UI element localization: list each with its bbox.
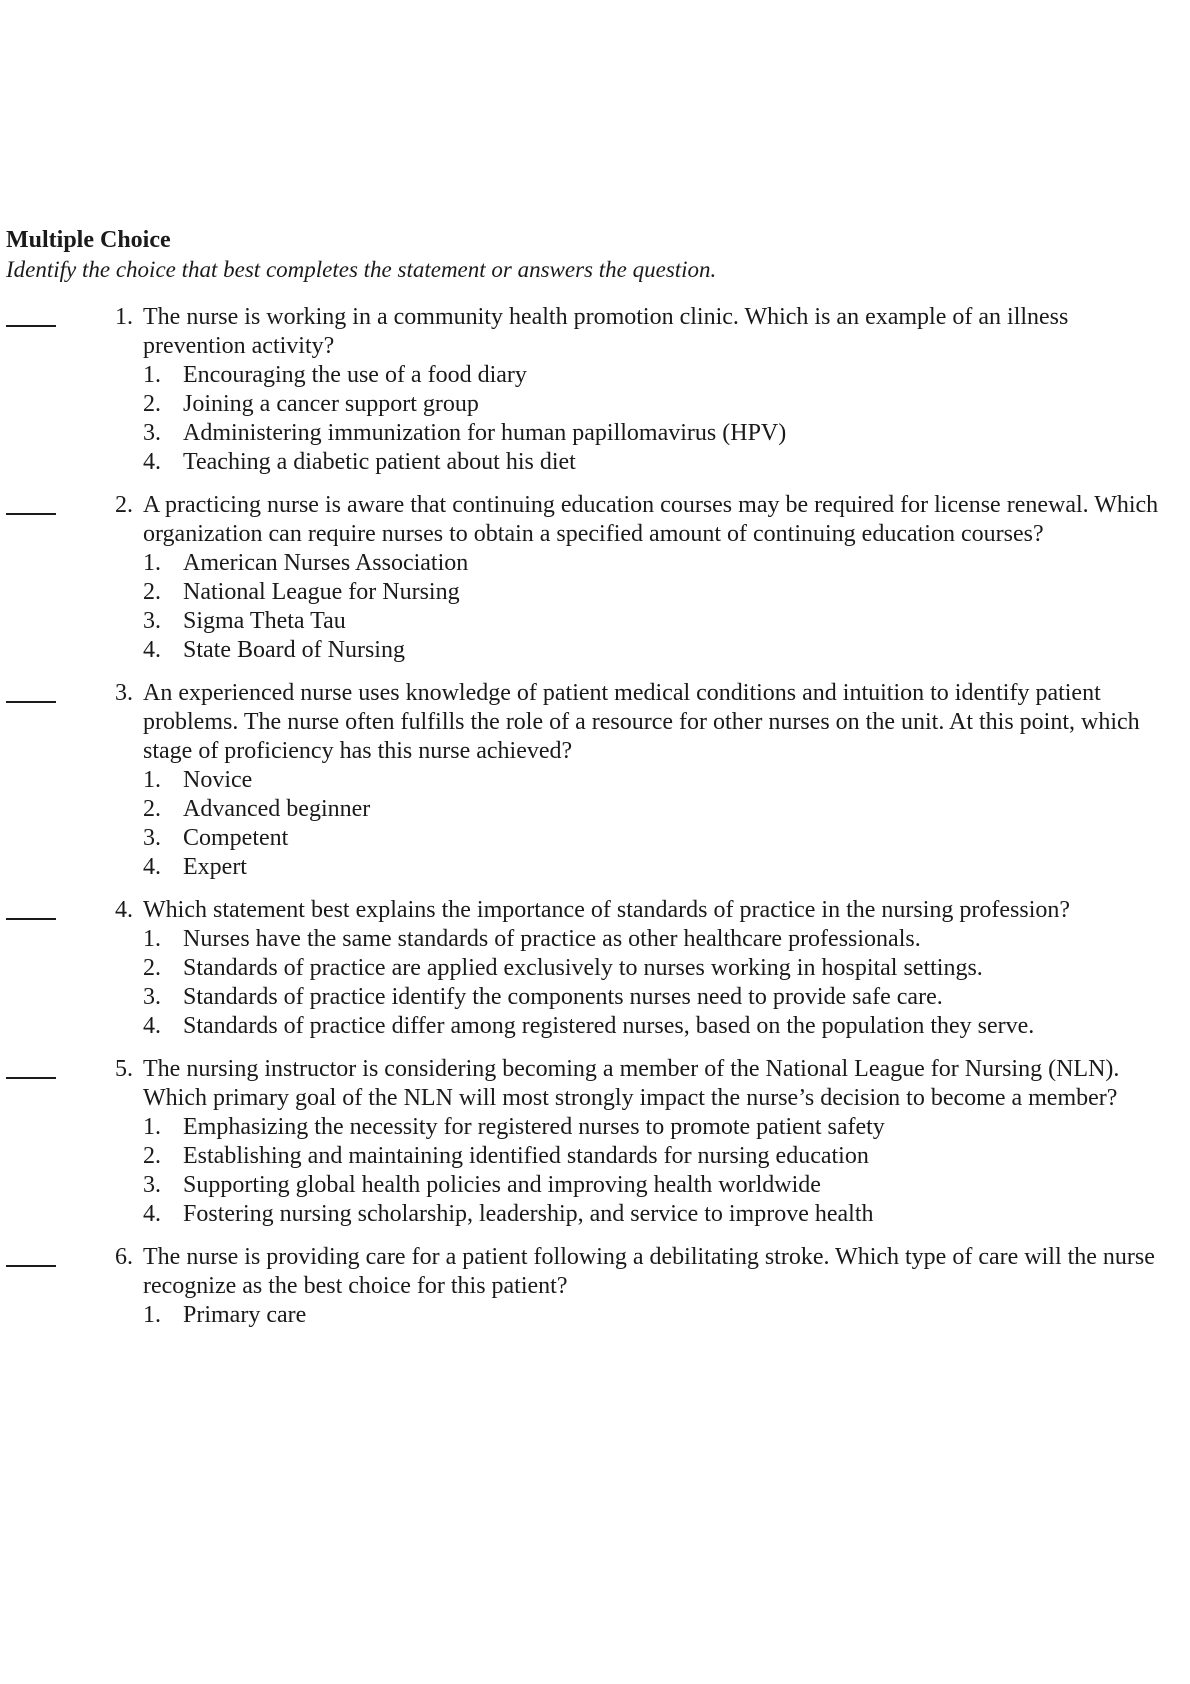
answer-option bbox=[143, 925, 1176, 954]
question-number: 6. bbox=[115, 1244, 133, 1270]
option-number: 4. bbox=[143, 1013, 161, 1039]
question-body bbox=[143, 303, 1176, 477]
answer-option bbox=[143, 549, 1176, 578]
answer-options bbox=[143, 1113, 1176, 1229]
option-number: 3. bbox=[143, 608, 161, 634]
option-text: Competent bbox=[183, 825, 289, 851]
option-number: 2. bbox=[143, 955, 161, 981]
answer-option bbox=[143, 448, 1176, 477]
option-number: 1. bbox=[143, 767, 161, 793]
question-stem: An experienced nurse uses knowledge of patient medical conditions and intuition to identify patient problems. The nurse often fulfills the role of a resource for other nurses on the unit. At this point, which stage of proficiency has this nurse achieved? bbox=[143, 680, 1140, 764]
answer-option bbox=[143, 390, 1176, 419]
question-stem: A practicing nurse is aware that continuing education courses may be required for license renewal. Which organization can require nurses to obtain a specified amount of continuing education courses? bbox=[143, 492, 1159, 547]
option-text: Supporting global health policies and improving health worldwide bbox=[183, 1172, 821, 1198]
option-text: Administering immunization for human papillomavirus (HPV) bbox=[183, 420, 787, 446]
option-number: 2. bbox=[143, 391, 161, 417]
question-stem: Which statement best explains the importance of standards of practice in the nursing profession? bbox=[143, 897, 1071, 923]
question-item bbox=[6, 491, 1176, 665]
answer-blank[interactable] bbox=[6, 311, 56, 327]
question-stem: The nurse is providing care for a patient following a debilitating stroke. Which type of care will the nurse recognize as the best choice for this patient? bbox=[143, 1244, 1155, 1299]
option-text: Nurses have the same standards of practice as other healthcare professionals. bbox=[183, 926, 921, 952]
answer-options bbox=[143, 361, 1176, 477]
answer-option bbox=[143, 1301, 1176, 1330]
option-text: Standards of practice differ among registered nurses, based on the population they serve. bbox=[183, 1013, 1035, 1039]
section-instructions: Identify the choice that best completes the statement or answers the question. bbox=[6, 257, 717, 282]
option-text: Primary care bbox=[183, 1302, 307, 1328]
answer-blank[interactable] bbox=[6, 1251, 56, 1267]
option-text: Emphasizing the necessity for registered nurses to promote patient safety bbox=[183, 1114, 885, 1140]
answer-option bbox=[143, 419, 1176, 448]
answer-options bbox=[143, 925, 1176, 1041]
option-text: National League for Nursing bbox=[183, 579, 460, 605]
multiple-choice-section bbox=[6, 225, 1176, 1344]
answer-options bbox=[143, 549, 1176, 665]
answer-option bbox=[143, 1200, 1176, 1229]
answer-option bbox=[143, 578, 1176, 607]
option-number: 4. bbox=[143, 1201, 161, 1227]
option-number: 1. bbox=[143, 1302, 161, 1328]
question-list bbox=[6, 303, 1176, 1330]
question-body bbox=[143, 896, 1176, 1041]
answer-option bbox=[143, 1171, 1176, 1200]
answer-blank[interactable] bbox=[6, 687, 56, 703]
option-number: 4. bbox=[143, 449, 161, 475]
answer-option bbox=[143, 766, 1176, 795]
question-number: 3. bbox=[115, 680, 133, 706]
question-body bbox=[143, 491, 1176, 665]
answer-options bbox=[143, 1301, 1176, 1330]
option-text: Establishing and maintaining identified standards for nursing education bbox=[183, 1143, 869, 1169]
question-body bbox=[143, 679, 1176, 882]
answer-option bbox=[143, 1142, 1176, 1171]
option-text: Expert bbox=[183, 854, 247, 880]
option-number: 1. bbox=[143, 362, 161, 388]
answer-option bbox=[143, 983, 1176, 1012]
option-text: Joining a cancer support group bbox=[183, 391, 479, 417]
option-number: 2. bbox=[143, 1143, 161, 1169]
option-number: 4. bbox=[143, 854, 161, 880]
question-item bbox=[6, 303, 1176, 477]
option-text: Standards of practice identify the components nurses need to provide safe care. bbox=[183, 984, 943, 1010]
option-text: Teaching a diabetic patient about his diet bbox=[183, 449, 576, 475]
option-number: 3. bbox=[143, 825, 161, 851]
answer-blank[interactable] bbox=[6, 1063, 56, 1079]
option-text: State Board of Nursing bbox=[183, 637, 405, 663]
question-item bbox=[6, 1055, 1176, 1229]
option-text: Fostering nursing scholarship, leadership, and service to improve health bbox=[183, 1201, 874, 1227]
option-number: 1. bbox=[143, 550, 161, 576]
question-item bbox=[6, 1243, 1176, 1330]
answer-options bbox=[143, 766, 1176, 882]
option-text: Advanced beginner bbox=[183, 796, 371, 822]
question-body bbox=[143, 1055, 1176, 1229]
question-stem: The nursing instructor is considering becoming a member of the National League for Nursing (NLN). Which primary goal of the NLN will most strongly impact the nurse’s decision to become a member? bbox=[143, 1056, 1120, 1111]
section-title: Multiple Choice bbox=[6, 227, 171, 253]
answer-option bbox=[143, 824, 1176, 853]
option-number: 3. bbox=[143, 1172, 161, 1198]
answer-option bbox=[143, 607, 1176, 636]
question-number: 2. bbox=[115, 492, 133, 518]
option-text: Standards of practice are applied exclusively to nurses working in hospital settings. bbox=[183, 955, 983, 981]
option-text: Novice bbox=[183, 767, 253, 793]
answer-option bbox=[143, 954, 1176, 983]
option-text: Sigma Theta Tau bbox=[183, 608, 346, 634]
option-number: 3. bbox=[143, 984, 161, 1010]
question-number: 5. bbox=[115, 1056, 133, 1082]
question-number: 1. bbox=[115, 304, 133, 330]
answer-option bbox=[143, 1113, 1176, 1142]
option-number: 3. bbox=[143, 420, 161, 446]
option-number: 1. bbox=[143, 1114, 161, 1140]
answer-option bbox=[143, 636, 1176, 665]
option-number: 1. bbox=[143, 926, 161, 952]
answer-blank[interactable] bbox=[6, 904, 56, 920]
answer-option bbox=[143, 853, 1176, 882]
option-text: Encouraging the use of a food diary bbox=[183, 362, 527, 388]
question-number: 4. bbox=[115, 897, 133, 923]
answer-option bbox=[143, 1012, 1176, 1041]
option-number: 2. bbox=[143, 579, 161, 605]
answer-blank[interactable] bbox=[6, 499, 56, 515]
question-body bbox=[143, 1243, 1176, 1330]
question-item bbox=[6, 679, 1176, 882]
question-stem: The nurse is working in a community health promotion clinic. Which is an example of an illness prevention activity? bbox=[143, 304, 1069, 359]
answer-option bbox=[143, 361, 1176, 390]
option-number: 4. bbox=[143, 637, 161, 663]
question-item bbox=[6, 896, 1176, 1041]
option-text: American Nurses Association bbox=[183, 550, 469, 576]
option-number: 2. bbox=[143, 796, 161, 822]
answer-option bbox=[143, 795, 1176, 824]
